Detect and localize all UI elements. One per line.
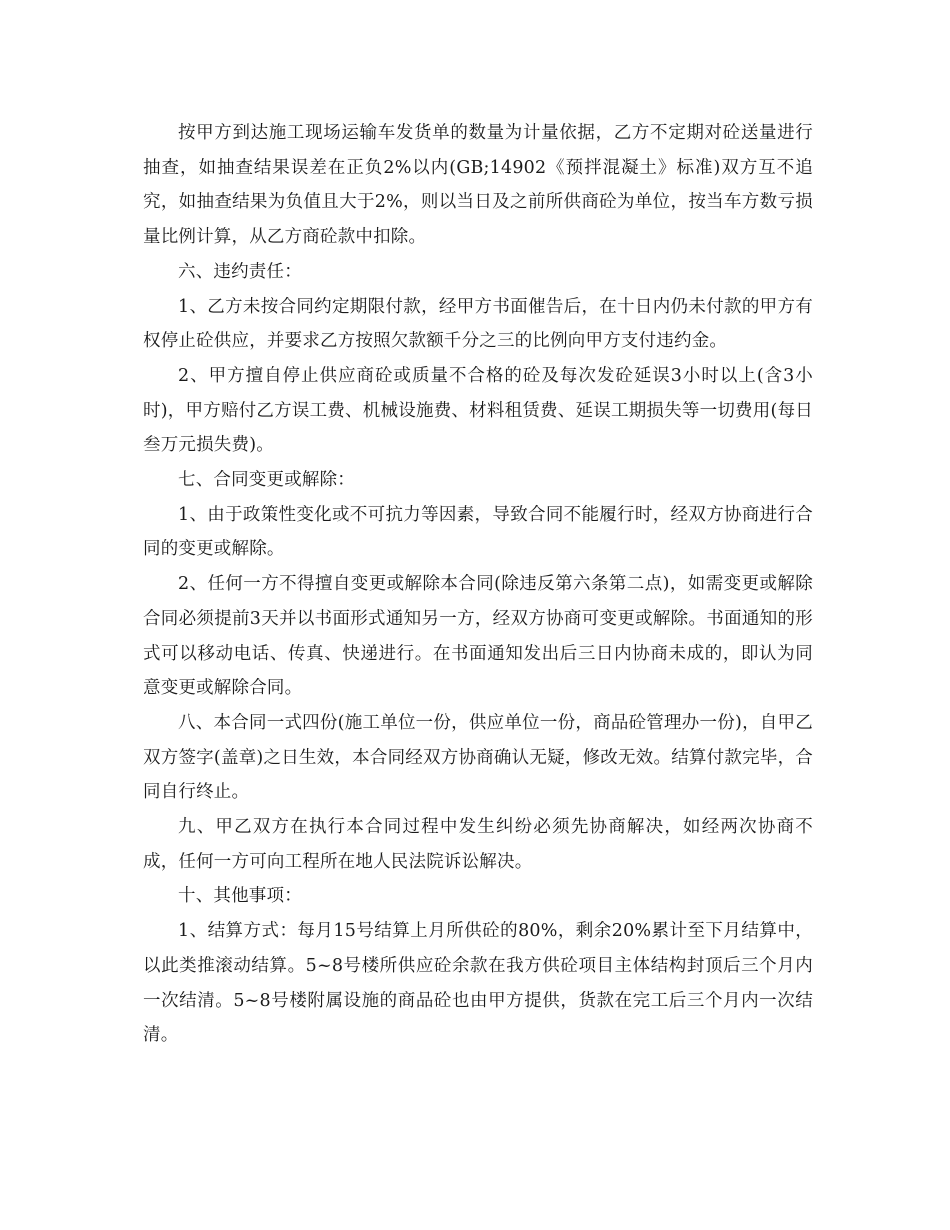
document-body [143, 116, 813, 1053]
heading-other-matters: 十、其他事项： [178, 886, 302, 907]
heading-contract-change: 七、合同变更或解除： [178, 470, 355, 491]
paragraph-dispute-resolution: 九、甲乙双方在执行本合同过程中发生纠纷必须先协商解决，如经两次协商不成，任何一方可向工程所在地人民法院诉讼解决。 [143, 817, 813, 872]
paragraph-change-notice: 2、任何一方不得擅自变更或解除本合同(除违反第六条第二点)，如需变更或解除合同必须提前3天并以书面形式通知另一方，经双方协商可变更或解除。书面通知的形式可以移动电话、传真、快递进行。在书面通知发出后三日内协商未成的，即认为同意变更或解除合同。 [143, 574, 813, 699]
paragraph-breach-party-b: 1、乙方未按合同约定期限付款，经甲方书面催告后，在十日内仍未付款的甲方有权停止砼供应，并要求乙方按照欠款额千分之三的比例向甲方支付违约金。 [143, 296, 813, 352]
paragraph-measurement-basis: 按甲方到达施工现场运输车发货单的数量为计量依据，乙方不定期对砼送量进行抽查，如抽查结果误差在正负2%以内(GB;14902《预拌混凝土》标准)双方互不追究，如抽查结果为负值且大于2%，则以当日及之前所供商砼为单位，按当车方数亏损量比例计算，从乙方商砼款中扣除。 [143, 123, 813, 248]
paragraph-copies-effectiveness: 八、本合同一式四份(施工单位一份，供应单位一份，商品砼管理办一份)，自甲乙双方签字(盖章)之日生效，本合同经双方协商确认无疑，修改无效。结算付款完毕，合同自行终止。 [143, 712, 813, 803]
paragraph-change-force-majeure: 1、由于政策性变化或不可抗力等因素，导致合同不能履行时，经双方协商进行合同的变更或解除。 [143, 504, 813, 560]
heading-breach-liability: 六、违约责任： [178, 261, 302, 282]
paragraph-settlement-method: 1、结算方式：每月15号结算上月所供砼的80%，剩余20%累计至下月结算中，以此类推滚动结算。5~8号楼所供应砼余款在我方供砼项目主体结构封顶后三个月内一次结清。5~8号楼附属设施的商品砼也由甲方提供，货款在完工后三个月内一次结清。 [143, 921, 813, 1046]
paragraph-breach-party-a: 2、甲方擅自停止供应商砼或质量不合格的砼及每次发砼延误3小时以上(含3小时)，甲方赔付乙方误工费、机械设施费、材料租赁费、延误工期损失等一切费用(每日叁万元损失费)。 [143, 365, 813, 456]
